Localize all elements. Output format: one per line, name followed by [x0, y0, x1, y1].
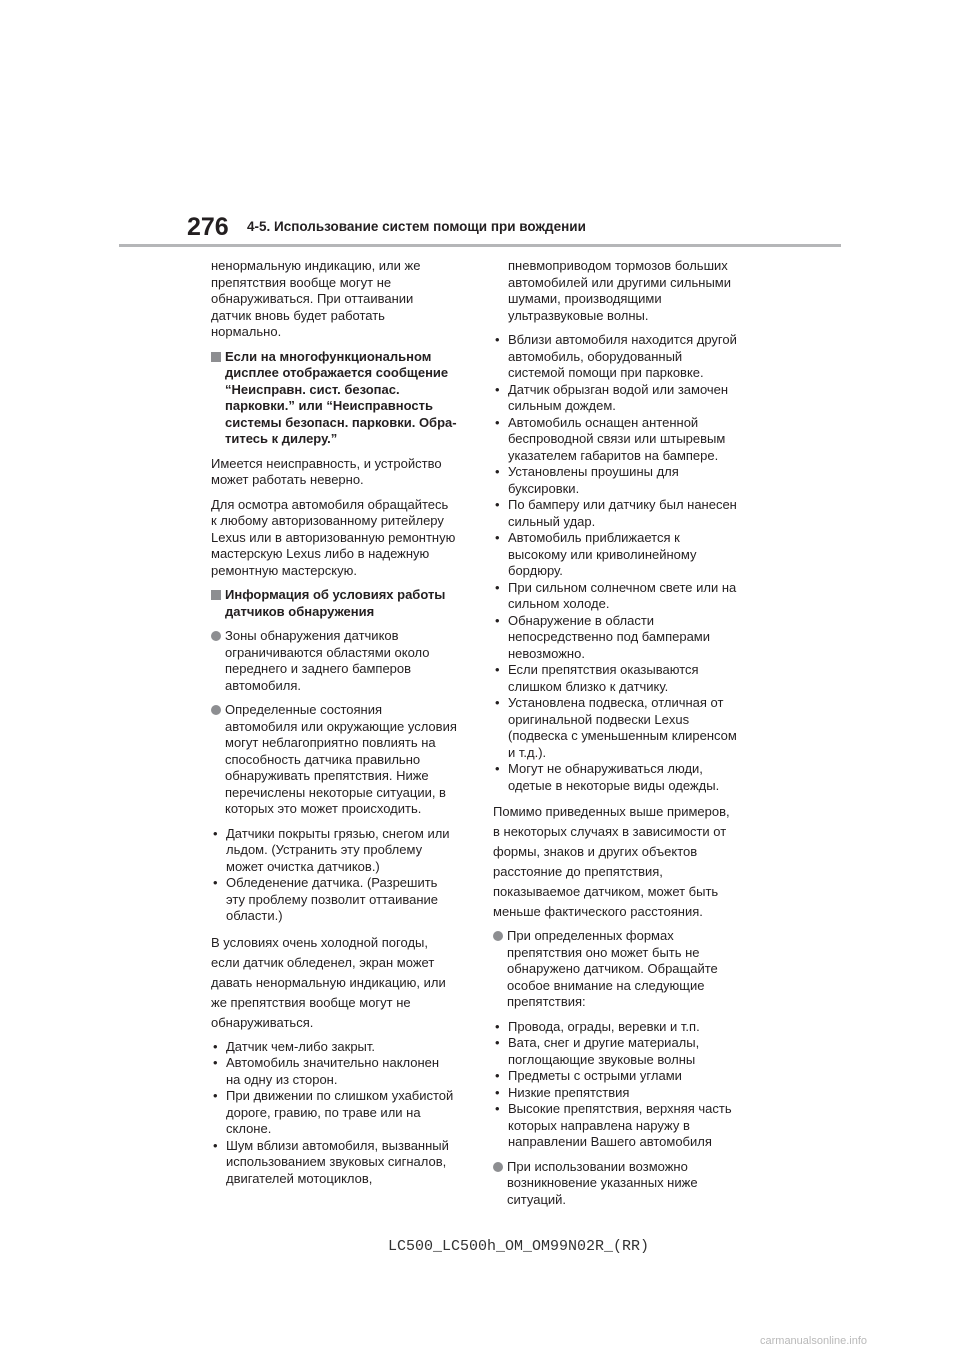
bullet-list-interference [493, 332, 739, 794]
list-item: • Вата, снег и другие материалы, поглощающие звуковые волны [493, 1035, 739, 1068]
left-column [211, 258, 457, 1195]
circle-bullet-icon [493, 931, 503, 941]
examples-paragraph: Помимо приведенных выше примеров, в некоторых случаях в зависимости от формы, знаков и других объектов расстояние до препятствия, показываемое датчиком, может быть меньше фактического расстояния. [493, 804, 730, 919]
list-item: • Датчик обрызган водой или замочен сильным дождем. [493, 382, 739, 415]
square-bullet-icon [211, 352, 221, 362]
page-number: 276 [187, 213, 229, 241]
list-item: • Установлена подвеска, отличная от оригинальной подвески Lexus (подвеска с уменьшенным клиренсом и т.д.). [493, 695, 739, 761]
heading-malfunction-message [211, 349, 457, 448]
list-item: • Обнаружение в области непосредственно под бамперами невозможно. [493, 613, 739, 663]
heading-sensor-conditions [211, 587, 457, 620]
circle-bullet-icon [211, 631, 221, 641]
square-bullet-icon [211, 590, 221, 600]
circle-bullet-icon [493, 1162, 503, 1172]
list-item: • Автомобиль оснащен антенной беспроводной связи или штыревым указателем габаритов на бампере. [493, 415, 739, 465]
list-item: • Автомобиль значительно наклонен на одну из сторон. [211, 1055, 457, 1088]
dealer-paragraph: Для осмотра автомобиля обращайтесь к любому авторизованному ритейлеру Lexus или в авторизованную ремонтную мастерскую Lexus либо в надежную ремонтную мастерскую. [211, 496, 456, 578]
continuation-text: пневмоприводом тормозов больших автомобилей или другими сильными шумами, производящими ультразвуковые волны. [508, 258, 731, 323]
list-item: • Высокие препятствия, верхняя часть которых направлена наружу в направлении Вашего автомобиля [493, 1101, 739, 1151]
list-item: • Предметы с острыми углами [493, 1068, 739, 1085]
list-item: • Обледенение датчика. (Разрешить эту проблему позволит оттаивание области.) [211, 875, 457, 925]
circle-item-situations [493, 1159, 739, 1209]
list-item: • Установлены проушины для буксировки. [493, 464, 739, 497]
circle-item-text: Определенные состояния автомобиля или окружающие условия могут неблагоприятно повлиять на способность датчика правильно обнаруживать препятствия. Ниже перечислены некоторые ситуации, в которых это может происходить. [225, 702, 457, 816]
list-item: • Датчик чем-либо закрыт. [211, 1039, 457, 1056]
header-rule [119, 244, 841, 247]
malfunction-paragraph: Имеется неисправность, и устройство может работать неверно. [211, 455, 442, 487]
heading-text: Если на многофункциональном дисплее отображается сообщение “Неисправн. сист. безопас. парковки.” или “Неисправность системы безопасн. парковки. Обра-титесь к дилеру.” [225, 348, 457, 446]
list-item: • Если препятствия оказываются слишком близко к датчику. [493, 662, 739, 695]
bullet-list-situations [211, 1039, 457, 1188]
cold-weather-note: В условиях очень холодной погоды, если датчик обледенел, экран может давать ненормальную индикацию, или же препятствия вообще могут не обнаруживаться. [211, 934, 446, 1030]
circle-item-text: При использовании возможно возникновение указанных ниже ситуаций. [507, 1158, 698, 1207]
circle-bullet-icon [211, 705, 221, 715]
right-column [493, 258, 739, 1216]
circle-item-text: Зоны обнаружения датчиков ограничиваются областями около переднего и заднего бамперов автомобиля. [225, 628, 430, 693]
heading-text: Информация об условиях работы датчиков обнаружения [225, 587, 446, 619]
circle-item-conditions [211, 702, 457, 818]
list-item: • При движении по слишком ухабистой дороге, гравию, по траве или на склоне. [211, 1088, 457, 1138]
list-item: • Автомобиль приближается к высокому или криволинейному бордюру. [493, 530, 739, 580]
circle-item-text: При определенных формах препятствия оно может быть не обнаружено датчиком. Обращайте особое внимание на следующие препятствия: [507, 928, 718, 1009]
list-item: • Могут не обнаруживаться люди, одетые в некоторые виды одежды. [493, 761, 739, 794]
circle-item-obstacle-shapes [493, 928, 739, 1011]
section-title: 4-5. Использование систем помощи при вождении [247, 219, 586, 234]
bullet-list-sensor-state [211, 826, 457, 925]
watermark-link[interactable]: carmanualsonline.info [760, 1335, 868, 1347]
list-item: • Шум вблизи автомобиля, вызванный использованием звуковых сигналов, двигателей мотоциклов, [211, 1138, 457, 1188]
list-item: • Низкие препятствия [493, 1085, 739, 1102]
footer-doc-code: LC500_LC500h_OM_OM99N02R_(RR) [388, 1238, 650, 1255]
intro-paragraph: ненормальную индикацию, или же препятствия вообще могут не обнаруживаться. При оттаивании датчик вновь будет работать нормально. [211, 258, 421, 339]
circle-item-detection-zones [211, 628, 457, 694]
list-item: • Вблизи автомобиля находится другой автомобиль, оборудованный системой помощи при парковке. [493, 332, 739, 382]
list-item: • Провода, ограды, веревки и т.п. [493, 1019, 739, 1036]
list-item: • По бамперу или датчику был нанесен сильный удар. [493, 497, 739, 530]
bullet-list-obstacles [493, 1019, 739, 1151]
list-item: • При сильном солнечном свете или на сильном холоде. [493, 580, 739, 613]
list-item: • Датчики покрыты грязью, снегом или льдом. (Устранить эту проблему может очистка датчиков.) [211, 826, 457, 876]
